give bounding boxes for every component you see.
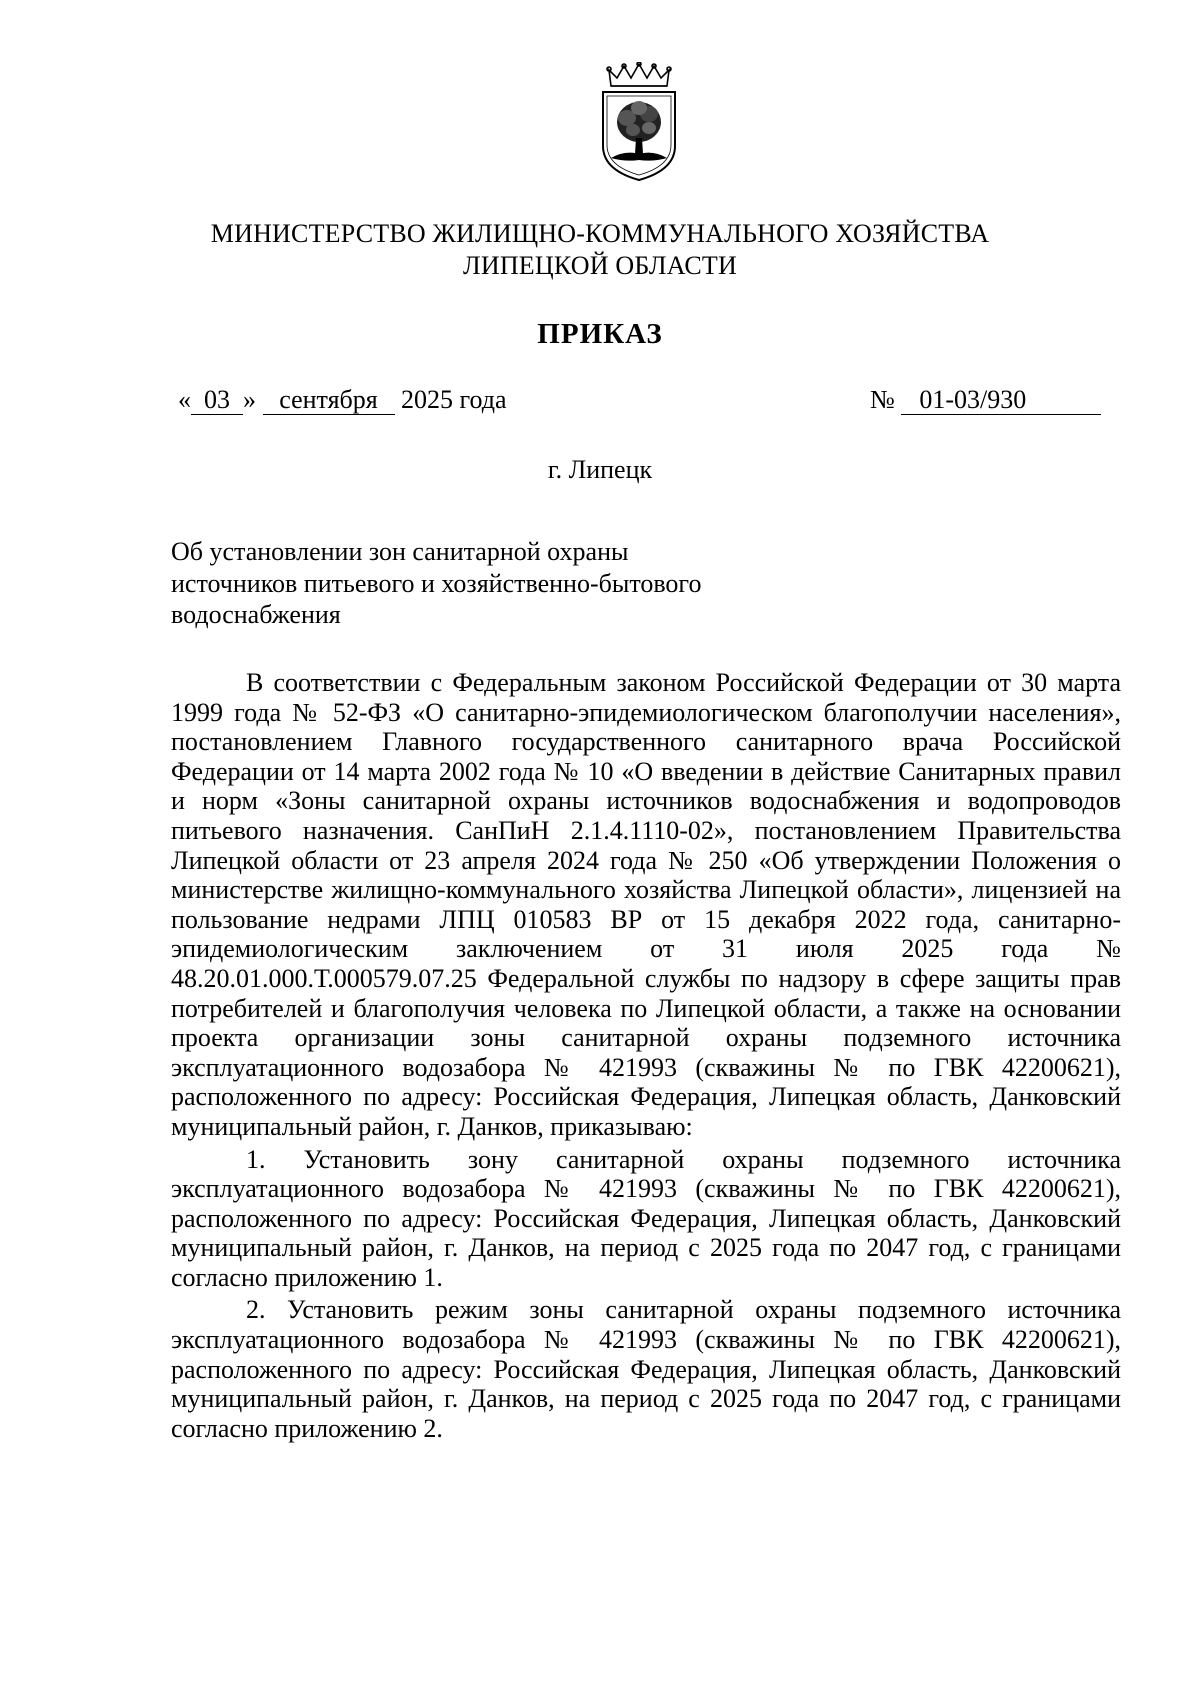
subject-line-2: источников питьевого и хозяйственно-бытового bbox=[171, 568, 702, 598]
date-open-quote: « bbox=[178, 385, 191, 414]
date-month: сентября bbox=[263, 386, 395, 415]
number-sign: № bbox=[870, 385, 895, 414]
coat-of-arms-icon bbox=[597, 62, 681, 184]
subject-line-3: водоснабжения bbox=[171, 600, 341, 629]
subject-line-1: Об установлении зон санитарной охраны bbox=[171, 537, 629, 566]
order-number bbox=[870, 385, 1101, 415]
ministry-name bbox=[0, 218, 1200, 282]
item-2-paragraph: 2. Установить режим зоны санитарной охраны подземного источника эксплуатационного водозабора № 421993 (скважины № по ГВК 42200621), расположенного по адресу: Российская Федерация, Липецкая область, Данковский муниципальный район, г. Данков, на период с 2025 года по 2047 год, с границами согласно приложению 2. bbox=[171, 1295, 1121, 1443]
order-subject bbox=[171, 536, 701, 631]
order-body bbox=[171, 668, 1121, 1443]
number-value: 01-03/930 bbox=[901, 386, 1101, 415]
date-year: 2025 года bbox=[401, 385, 507, 414]
city: г. Липецк bbox=[547, 455, 653, 484]
document-type: ПРИКАЗ bbox=[537, 318, 663, 350]
ministry-line-1: МИНИСТЕРСТВО ЖИЛИЩНО-КОММУНАЛЬНОГО ХОЗЯЙСТВА bbox=[210, 219, 990, 248]
date-close-quote: » bbox=[243, 385, 256, 414]
ministry-line-2: ЛИПЕЦКОЙ ОБЛАСТИ bbox=[463, 251, 737, 280]
order-date bbox=[178, 385, 507, 415]
preamble-paragraph: В соответствии с Федеральным законом Российской Федерации от 30 марта 1999 года № 52-ФЗ «О санитарно-эпидемиологическом благополучии населения», постановлением Главного государственного санитарного врача Российской Федерации от 14 марта 2002 года № 10 «О введении в действие Санитарных правил и норм «Зоны санитарной охраны источников водоснабжения и водопроводов питьевого назначения. СанПиН 2.1.4.1110-02», постановлением Правительства Липецкой области от 23 апреля 2024 года № 250 «Об утверждении Положения о министерстве жилищно-коммунального хозяйства Липецкой области», лицензией на пользование недрами ЛПЦ 010583 ВР от 15 декабря 2022 года, санитарно-эпидемиологическим заключением от 31 июля 2025 года № 48.20.01.000.Т.000579.07.25 Федеральной службы по надзору в сфере защиты прав потребителей и благополучия человека по Липецкой области, а также на основании проекта организации зоны санитарной охраны подземного источника эксплуатационного водозабора № 421993 (скважины № по ГВК 42200621), расположенного по адресу: Российская Федерация, Липецкая область, Данковский муниципальный район, г. Данков, приказываю: bbox=[171, 668, 1121, 1141]
item-1-paragraph: 1. Установить зону санитарной охраны подземного источника эксплуатационного водозабора № 421993 (скважины № по ГВК 42200621), расположенного по адресу: Российская Федерация, Липецкая область, Данковский муниципальный район, г. Данков, на период с 2025 года по 2047 год, с границами согласно приложению 1. bbox=[171, 1144, 1121, 1292]
date-day: 03 bbox=[191, 386, 243, 415]
